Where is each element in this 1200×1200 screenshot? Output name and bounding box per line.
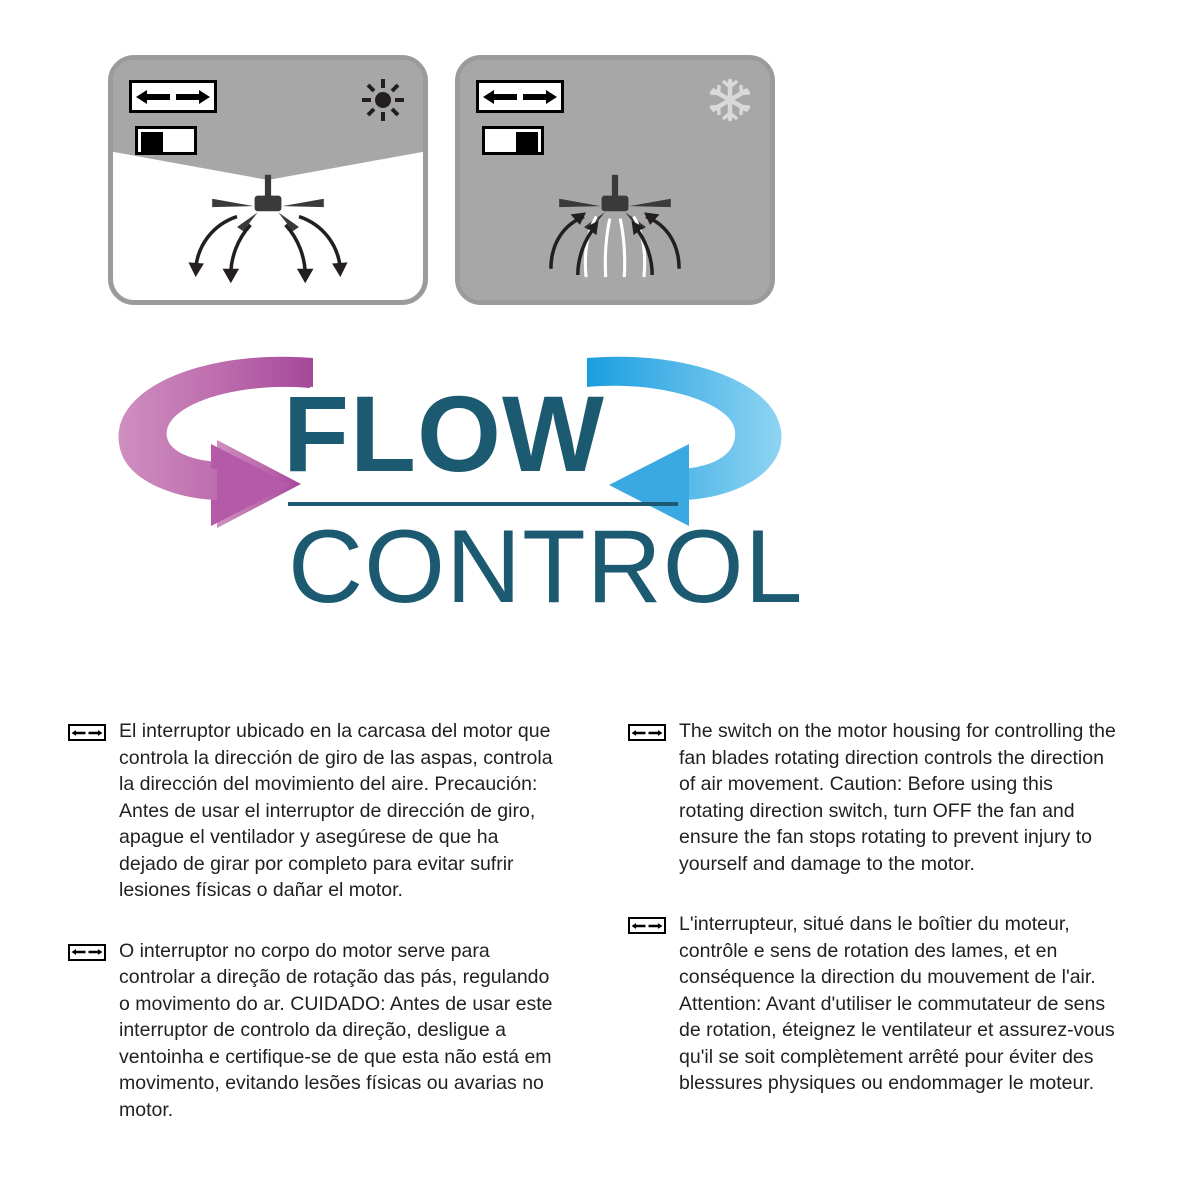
left-right-arrow-icon <box>68 724 106 741</box>
toggle-knob <box>516 132 538 153</box>
instructions-right-column <box>622 718 1122 1131</box>
direction-switch-indicator <box>129 80 217 113</box>
logo-word-control: CONTROL <box>288 509 804 625</box>
instruction-text-fr: L'interrupteur, situé dans le boîtier du moteur, contrôle e sens de rotation des lames, et en conséquence la direction du mouvement de l'air. Attention: Avant d'utiliser le commutateur de sens de rotation, éteignez le ventilateur et assurez-vous qu'il se soit complètement arrêté pour éviter des blessures physiques ou endommager le moteur. <box>679 913 1115 1094</box>
left-right-arrow-icon <box>628 917 666 934</box>
arrow-left-icon <box>72 948 86 957</box>
arrow-right-icon <box>649 728 663 737</box>
toggle-switch-summer <box>135 126 197 155</box>
sun-icon <box>361 78 405 122</box>
arrow-right-icon <box>649 921 663 930</box>
arrow-left-icon <box>483 88 517 106</box>
mode-diagrams <box>108 55 778 300</box>
toggle-switch-winter <box>482 126 544 155</box>
left-right-arrow-icon <box>628 724 666 741</box>
winter-mode-panel <box>455 55 775 305</box>
logo-word-flow: FLOW <box>283 373 605 494</box>
arrow-right-icon <box>89 728 103 737</box>
direction-switch-indicator <box>476 80 564 113</box>
summer-mode-panel <box>108 55 428 305</box>
snowflake-icon <box>708 78 752 122</box>
instruction-block-pt <box>62 938 562 1124</box>
left-right-arrow-icon <box>483 88 557 106</box>
instruction-block-es <box>62 718 562 904</box>
arrow-right-icon <box>89 948 103 957</box>
logo-divider <box>288 502 678 506</box>
arrow-right-icon <box>523 88 557 106</box>
left-right-arrow-icon <box>136 88 210 106</box>
arrow-right-icon <box>176 88 210 106</box>
arrow-left-icon <box>136 88 170 106</box>
instructions-left-column <box>62 718 562 1157</box>
flow-control-logo <box>105 330 804 630</box>
instruction-block-fr <box>622 911 1122 1097</box>
arrow-left-icon <box>632 728 646 737</box>
left-right-arrow-icon <box>68 944 106 961</box>
arrow-left-icon <box>72 728 86 737</box>
instruction-text-pt: O interruptor no corpo do motor serve para controlar a direção de rotação das pás, regulando o movimento do ar. CUIDADO: Antes de usar este interruptor de controlo da direção, desligue a ventoinha e certifique-se de que esta não está em movimento, evitando lesões físicas ou avarias no motor. <box>119 939 553 1121</box>
instruction-block-en <box>622 718 1122 877</box>
toggle-knob <box>141 132 163 153</box>
instruction-text-es: El interruptor ubicado en la carcasa del motor que controla la dirección de giro de las aspas, controla la dirección del movimiento del aire. Precaución: Antes de usar el interruptor de dirección de giro, apague el ventilador y asegúrese de que ha dejado de girar por completo para evitar sufrir lesiones físicas o dañar el motor. <box>119 720 553 901</box>
arrow-left-icon <box>632 921 646 930</box>
instruction-text-en: The switch on the motor housing for controlling the fan blades rotating direction controls the direction of air movement. Caution: Before using this rotating direction switch, turn OFF the fan and ensure the fan stops rotating to prevent injury to yourself and damage to the motor. <box>679 720 1116 875</box>
